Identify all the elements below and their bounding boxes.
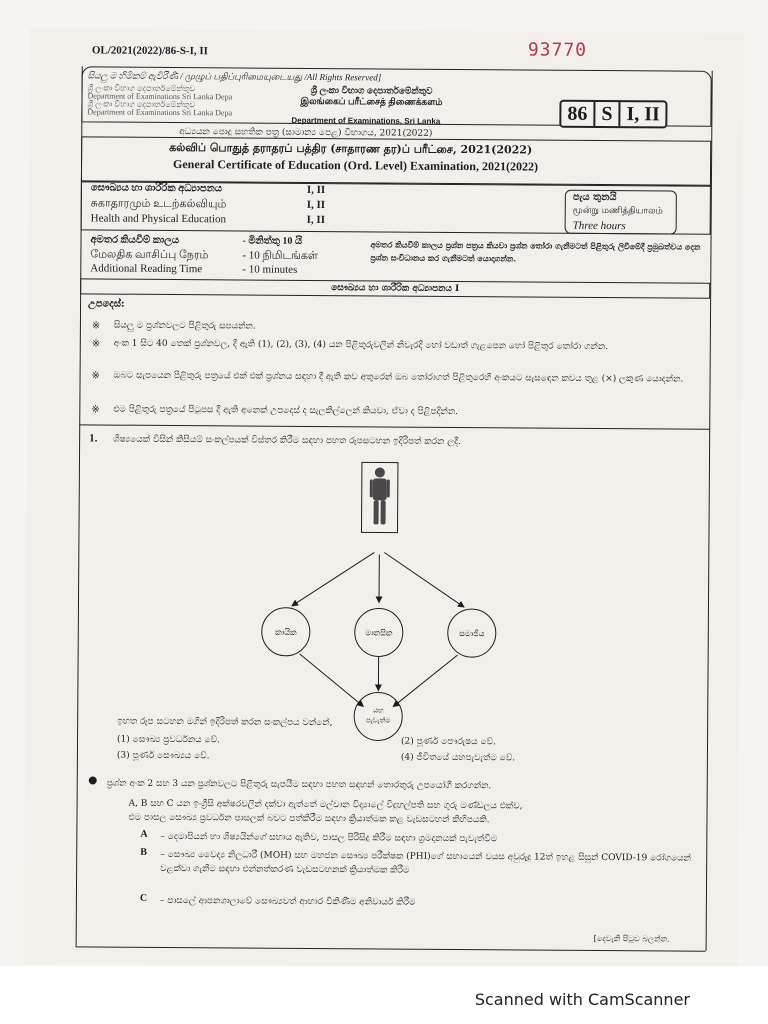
instruction-item: ※ එම පිළිතුරු පත්‍රයේ පිටුපස දී ඇති අනෙක් උපදෙස් ද සැලකිල්ලෙන් කියවා, ඒවා ද පිළිපදින්න. xyxy=(91,404,459,417)
reading-label-si: අමතර කියවීම් කාලය xyxy=(90,234,179,247)
question-number: 1. xyxy=(89,432,98,445)
question-sub: ඉහත රූප සටහන මගින් ඉදිරිපත් කරන සංකල්පය වන්නේ, xyxy=(117,716,333,729)
exam-paper xyxy=(23,28,744,969)
item-text-a: – දෙමාපියන් හා ශිෂ්‍යයින්ගේ සහාය ඇතිව, පාසල පිරිසිදු කිරීම සඳහා ශ්‍රමදානයක් පැවැත්වීම xyxy=(160,831,498,845)
asterisk-icon: ※ xyxy=(91,320,101,332)
subject-code: 86 xyxy=(561,102,595,126)
turn-over-note: [දෙවැනි පිටුව බලන්න. xyxy=(593,933,670,944)
paper-code: OL/2021(2022)/86-S-I, II xyxy=(91,44,209,58)
question-text: ශිෂ්‍යයෙක් විසින් කිසියම් සංකල්පයක් විස්තර කිරීම සඳහා පහත රූපසටහන ඉදිරිපත් කරන ලදී. xyxy=(113,434,461,448)
reading-value-si: - මිනිත්තු 10 යි xyxy=(242,235,303,247)
section-title: සෞඛ්‍යය හා ශාරීරික අධ්‍යාපනය I xyxy=(80,278,710,298)
node-mental-label: මානසික xyxy=(365,628,393,638)
subject-paper-si: I, II xyxy=(306,183,326,197)
option-1: (1) සෞඛ්‍ය ප්‍රවර්ධනය වේ. xyxy=(116,734,220,746)
instruction-item: ※ සියලු ම ප්‍රශ්නවලට පිළිතුරු සපයන්න. xyxy=(91,320,256,332)
duration-ta: மூன்று மணித்தியாலம் xyxy=(572,205,663,217)
option-2: (2) පූර්ණ පෞරුෂය වේ. xyxy=(400,736,496,748)
q2-3-intro: ප්‍රශ්න අංක 2 සහ 3 යන ප්‍රශ්නවලට පිළිතුරු සැපයීම සඳහා පහත සඳහන් තොරතුරු උපයෝගී කරගන්න. xyxy=(106,778,492,792)
reading-note: අමතර කියවීම් කාලය ප්‍රශ්න පත්‍රය කියවා ප්‍රශ්න තෝරා ගැනීමටත් පිළිතුරු ලිවීමේදී ප්‍රමුඛත්වය දෙන ප්‍රශ්න සංවිධානය කර ගැනීමටත් යොදාගන්න. xyxy=(370,239,701,264)
person-icon xyxy=(370,467,390,524)
scanner-watermark: Scanned with CamScanner xyxy=(474,990,690,1009)
reading-label-ta: மேலதிக வாசிப்பு நேரம் xyxy=(90,248,209,262)
exam-title-si: අධ්‍යයන පොදු සහතික පත්‍ර (සාමාන්‍ය පෙළ) විභාගය, 2021(2022) xyxy=(179,127,433,139)
item-letter-c: C xyxy=(139,892,148,904)
item-letter-b: B xyxy=(140,846,147,858)
rights-text: සියලු ම හිමිකම් ඇවිරිණි / முழுப் பதிப்புரிமையுடையது /All Rights Reserved] xyxy=(87,70,382,83)
concept-diagram xyxy=(223,457,545,725)
duration-en: Three hours xyxy=(572,219,626,233)
asterisk-icon: ※ xyxy=(91,338,101,350)
instructions-label: උපදෙස්: xyxy=(88,298,125,310)
option-3: (3) පූර්ණ සෞඛ්‍යය වේ. xyxy=(116,750,210,762)
exam-title-en: General Certificate of Education (Ord. Level) Examination, 2021(2022) xyxy=(173,157,539,174)
subject-code-medium: S xyxy=(595,102,620,126)
node-wellbeing-label-1: යහ xyxy=(372,706,384,715)
bullet-icon xyxy=(89,776,97,784)
instruction-item: ※ ඔබට සැපයෙන පිළිතුරු පත්‍රයේ එක් එක් ප්‍රශ්නය සඳහා දී ඇති කව අතුරෙන් ඔබ තෝරාගත් පිළිතුරෙහි අංකයට සැසඳෙන කවය තුළ (×) ලකුණ යොදන්න. xyxy=(91,370,684,385)
q2-3-context-1: A, B සහ C යන ඉංග්‍රීසි අක්ෂරවලින් දක්වා ඇත්තේ මල්වාන විද්‍යාලේ විදුහල්පති සහ ගුරු මණ්ඩලය එක්ව, xyxy=(128,798,523,812)
node-social-label: සමාජීය xyxy=(459,629,485,639)
serial-number: 93770 xyxy=(527,39,588,61)
instruction-item: ※ අංක 1 සිට 40 තෙක් ප්‍රශ්නවල, දී ඇති (1), (2), (3), (4) යන පිළිතුරුවලින් නිවැරදි හෝ වඩාත් ගැළපෙන හෝ පිළිතුර තෝරා ගන්න. xyxy=(91,338,609,353)
subject-name-ta: சுகாதாரமும் உடற்கல்வியும் xyxy=(90,197,227,211)
option-4: (4) ජීවිතයේ යහපැවැත්ම වේ. xyxy=(400,752,516,764)
node-wellbeing-label-2: පැවැත්ම xyxy=(365,716,391,725)
subject-name-en: Health and Physical Education xyxy=(90,212,227,226)
exam-title-ta: கல்விப் பொதுத் தராதரப் பத்திர (சாதாரண தர)ப் பரீட்சை, 2021(2022) xyxy=(169,140,533,157)
reading-value-en: - 10 minutes xyxy=(242,263,298,276)
item-text-c: – පාසලේ ආපනශාලාවේ සෞඛ්‍යවත් ආහාර විකිණීම අනිවාර්ය කිරීම xyxy=(159,895,416,908)
subject-code-box xyxy=(559,100,668,129)
node-physical-label: කායික xyxy=(275,627,297,637)
reading-label-en: Additional Reading Time xyxy=(90,262,203,276)
background-watermark-lines: ශ්‍රී ලංකා විභාග දෙපාර්තමේන්තුව Department of Examinations Sri Lanka Depa ශ්‍රී ලංකා විභාග දෙපාර්තමේන්තුව Department of Examinations Sri Lanka Depa xyxy=(87,83,233,118)
q2-3-context-2: එම පාසල සෞඛ්‍ය ප්‍රවර්ධන පාසලක් බවට පත්කිරීම සඳහා ක්‍රියාත්මක කළ වැඩසටහන් කිහිපයකි. xyxy=(128,812,490,826)
asterisk-icon: ※ xyxy=(91,370,101,382)
subject-code-papers: I, II xyxy=(626,103,660,126)
department-name-en: Department of Examinations, Sri Lanka xyxy=(291,115,441,126)
duration-si: පැය තුනයි xyxy=(572,191,617,204)
subject-name-si: සෞඛ්‍යය හා ශාරීරික අධ්‍යාපනය xyxy=(90,182,223,195)
item-letter-a: A xyxy=(140,828,148,840)
department-name: ශ්‍රී ලංකා විභාග දෙපාර්තමේන්තුව இலங்கைப் பரீட்சைத் திணைக்களம் xyxy=(300,84,443,107)
item-text-b: – සෞඛ්‍ය වෛද්‍ය නිලධාරී (MOH) සහ මහජන සෞඛ්‍ය පරීක්ෂක (PHI)ගේ සහායෙන් වයස අවුරුදු 12ත් ඉහළ සිසුන් COVID-19 රෝගයෙන් වළක්වා ගැනීම සඳහා එන්නත්කරණ වැඩසටහනක් ක්‍රියාත්මක කිරීම xyxy=(160,849,692,876)
subject-paper-en: I, II xyxy=(306,213,326,227)
reading-value-ta: - 10 நிமிடங்கள் xyxy=(242,249,318,263)
subject-paper-ta: I, II xyxy=(306,198,326,212)
asterisk-icon: ※ xyxy=(91,404,100,416)
